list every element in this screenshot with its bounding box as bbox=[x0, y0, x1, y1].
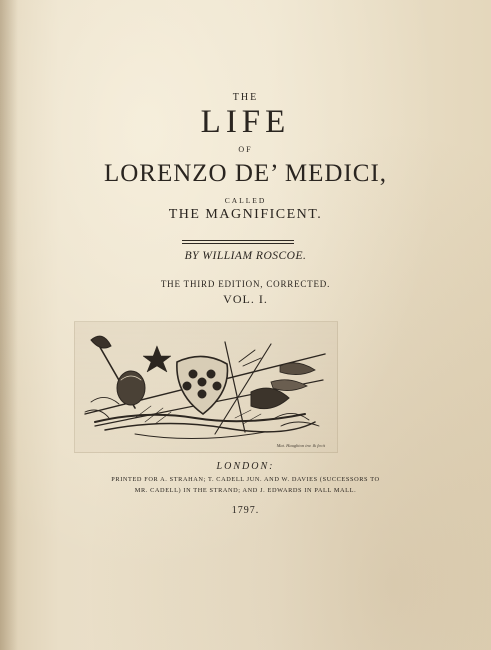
title-called: CALLED bbox=[224, 196, 267, 205]
title-rule-thin bbox=[182, 243, 294, 244]
imprint-line-1: PRINTED FOR A. STRAHAN; T. CADELL JUN. AND W. DAVIES (SUCCESSORS TO bbox=[111, 476, 380, 483]
engraving-vignette bbox=[74, 321, 338, 453]
edition-line: THE THIRD EDITION, CORRECTED. bbox=[160, 279, 331, 289]
trophy-of-arms-illustration bbox=[75, 322, 337, 452]
title-life: LIFE bbox=[200, 104, 291, 140]
title-of: OF bbox=[238, 145, 253, 154]
imprint-year: 1797. bbox=[231, 505, 260, 516]
volume-line: VOL. I. bbox=[223, 292, 268, 306]
author-line: BY WILLIAM ROSCOE. bbox=[184, 250, 307, 262]
imprint-place: LONDON: bbox=[216, 461, 275, 472]
title-name: LORENZO DE’ MEDICI, bbox=[103, 160, 388, 187]
title-epithet: THE MAGNIFICENT. bbox=[168, 207, 323, 222]
engraver-signature: Mat. Haughton inv. & fecit bbox=[276, 443, 325, 448]
imprint-line-2: MR. CADELL) IN THE STRAND; AND J. EDWARDS IN PALL MALL. bbox=[134, 487, 357, 494]
title-the: THE bbox=[232, 92, 259, 103]
title-rule-thick bbox=[182, 240, 294, 241]
